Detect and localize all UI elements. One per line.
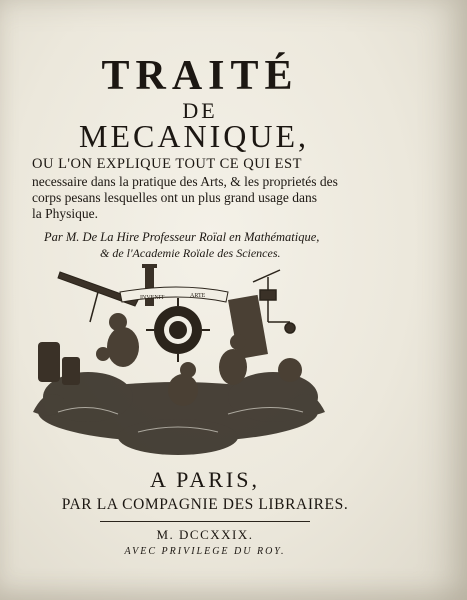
sun-shield	[146, 298, 210, 362]
globe	[278, 358, 302, 382]
subtitle-line-2: necessaire dans la pratique des Arts, & les proprietés des	[32, 174, 338, 189]
banner	[120, 287, 228, 302]
title-de: DE	[182, 98, 218, 123]
vessels-left	[38, 342, 80, 385]
cherubs-left	[96, 313, 139, 367]
title-mecanique: MECANIQUE,	[79, 118, 309, 154]
imprint-rule	[100, 521, 310, 522]
subtitle-line-1: OU L'ON EXPLIQUE TOUT CE QUI EST	[32, 156, 302, 172]
imprint-city: A PARIS,	[149, 467, 260, 492]
banner-right-text: ARTE	[190, 293, 206, 299]
subtitle-line-4: la Physique.	[32, 206, 98, 221]
title-traite: TRAITÉ	[101, 53, 299, 99]
imprint-privilege: AVEC PRIVILEGE DU ROY.	[124, 546, 286, 557]
subtitle-line-3: corps pesans lesquelles ont un plus grand usage dans	[32, 190, 317, 205]
imprint-publisher: PAR LA COMPAGNIE DES LIBRAIRES.	[61, 496, 349, 513]
author-line-1: Par M. De La Hire Professeur Roïal en Mathématique,	[44, 230, 320, 244]
author-line-2: & de l'Academie Roïale des Sciences.	[100, 246, 281, 260]
engraved-vignette	[28, 262, 330, 462]
cherub-right	[219, 334, 247, 385]
imprint-date: M. DCCXXIX.	[156, 527, 254, 542]
cherub-center	[168, 362, 198, 406]
banner-left-text: INVENIT	[140, 295, 165, 301]
